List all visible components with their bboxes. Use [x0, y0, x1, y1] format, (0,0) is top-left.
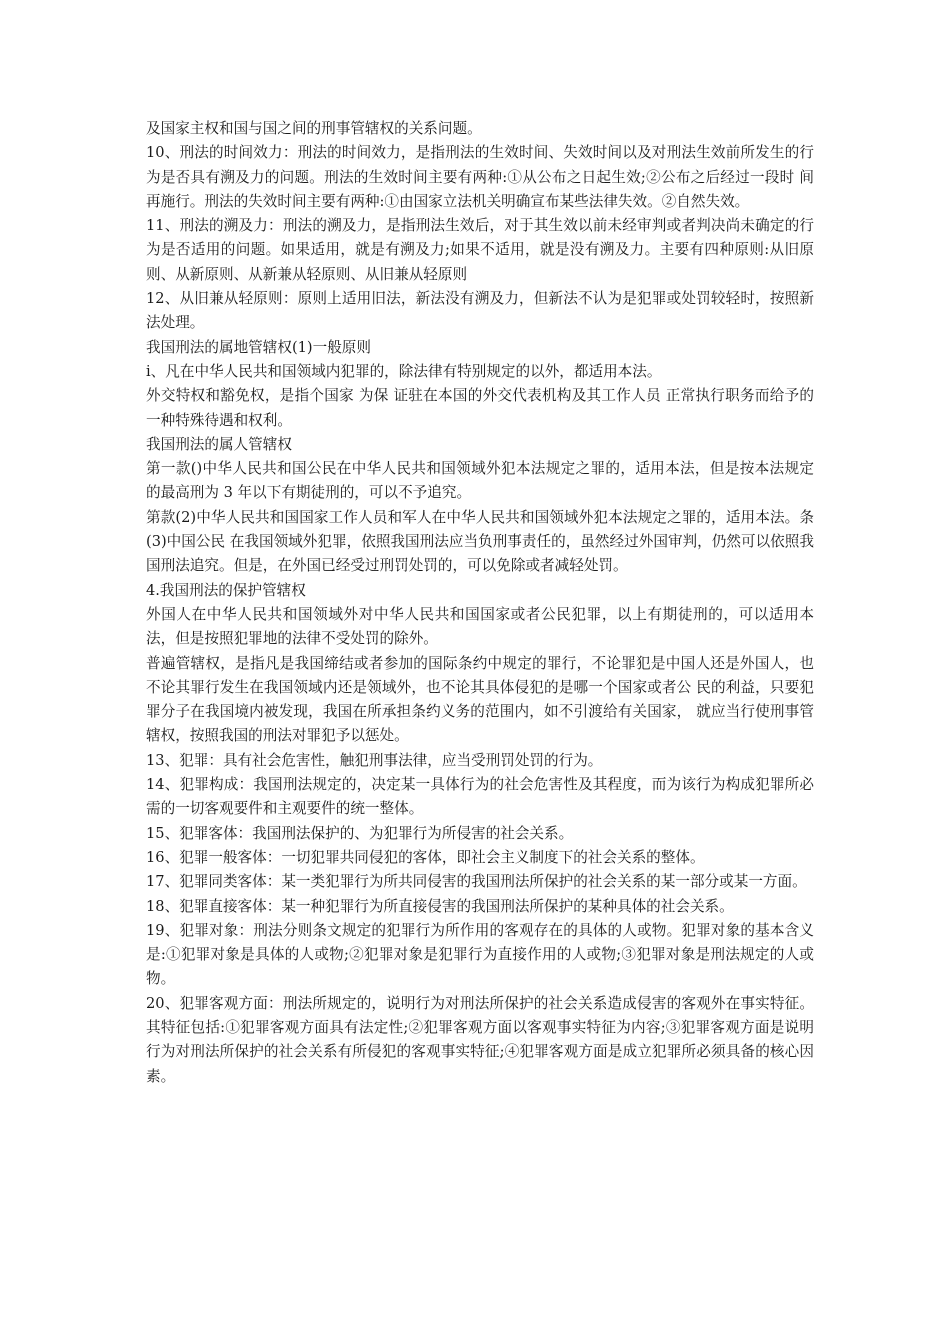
paragraph-same-class-object: 17、犯罪同类客体：某一类犯罪行为所共同侵害的我国刑法所保护的社会关系的某一部分或某一方面。	[146, 873, 807, 891]
paragraph-crime-constitution: 14、犯罪构成：我国刑法规定的，决定某一具体行为的社会危害性及其程度，而为该行为构成犯罪所必需的一切客观要件和主观要件的统一整体。	[146, 776, 814, 818]
document-body	[146, 117, 814, 1089]
paragraph-jurisdiction-continuation: 及国家主权和国与国之间的刑事管辖权的关系问题。	[146, 120, 482, 137]
paragraph-crime-object: 15、犯罪客体：我国刑法保护的、为犯罪行为所侵害的社会关系。	[146, 824, 574, 842]
paragraph-objective-aspect: 20、犯罪客观方面：刑法所规定的，说明行为对刑法所保护的社会关系造成侵害的客观外在事实特征。其特征包括:①犯罪客观方面具有法定性;②犯罪客观方面以客观事实特征为内容;③犯罪客观方面是说明行为对刑法所保护的社会关系有所侵犯的客观事实特征;④犯罪客观方面是成立犯罪所必须具备的核心因素。	[146, 994, 814, 1085]
paragraph-crime-definition: 13、犯罪：具有社会危害性，触犯刑事法律，应当受刑罚处罚的行为。	[146, 751, 603, 769]
paragraph-diplomatic-immunity: 外交特权和豁免权，是指个国家 为保 证驻在本国的外交代表机构及其工作人员 正常执行职务而给予的一种特殊待遇和权利。	[146, 387, 814, 429]
paragraph-protective-rule: 外国人在中华人民共和国领域外对中华人民共和国国家或者公民犯罪，以上有期徒刑的，可以适用本法，但是按照犯罪地的法律不受处罚的除外。	[146, 605, 814, 648]
heading-protective-jurisdiction: 4.我国刑法的保护管辖权	[146, 581, 306, 599]
paragraph-general-object: 16、犯罪一般客体：一切犯罪共同侵犯的客体，即社会主义制度下的社会关系的整体。	[146, 848, 705, 866]
heading-personal-jurisdiction: 我国刑法的属人管辖权	[146, 435, 292, 453]
paragraph-temporal-effect: 10、刑法的时间效力：刑法的时间效力，是指刑法的生效时间、失效时间以及对刑法生效前所发生的行为是否具有溯及力的问题。刑法的生效时间主要有两种:①从公布之日起生效;②公布之后经过一段时 间再施行。刑法的失效时间主要有两种:①由国家立法机关明确宣布某些法律失效。②自然失效。	[146, 144, 814, 210]
paragraph-crime-target: 19、犯罪对象：刑法分则条文规定的犯罪行为所作用的客观存在的具体的人或物。犯罪对象的基本含义是:①犯罪对象是具体的人或物;②犯罪对象是犯罪行为直接作用的人或物;③犯罪对象是刑法规定的人或物。	[146, 921, 814, 988]
paragraph-universal-jurisdiction: 普遍管辖权，是指凡是我国缔结或者参加的国际条约中规定的罪行，不论罪犯是中国人还是外国人，也不论其罪行发生在我国领域内还是领域外，也不论其具体侵犯的是哪一个国家或者公 民的利益，只要犯罪分子在我国境内被发现，我国在所承担条约义务的范围内，如不引渡给有关国家， 就应当行使刑事管辖权，按照我国的刑法对罪犯予以惩处。	[146, 654, 814, 745]
paragraph-old-law-lenient: 12、从旧兼从轻原则：原则上适用旧法，新法没有溯及力，但新法不认为是犯罪或处罚较轻时，按照新法处理。	[146, 290, 814, 332]
paragraph-personal-clause-1: 第一款()中华人民共和国公民在中华人民共和国领域外犯本法规定之罪的，适用本法，但是按本法规定的最高刑为 3 年以下有期徒刑的，可以不予追究。	[146, 460, 814, 502]
paragraph-retroactivity: 11、刑法的溯及力：刑法的溯及力，是指刑法生效后，对于其生效以前未经审判或者判决尚未确定的行为是否适用的问题。如果适用，就是有溯及力;如果不适用，就是没有溯及力。主要有四种原则:从旧原则、从新原则、从新兼从轻原则、从旧兼从轻原则	[146, 217, 814, 283]
paragraph-personal-clause-2-3: 第款(2)中华人民共和国国家工作人员和军人在中华人民共和国领域外犯本法规定之罪的，适用本法。条(3)中国公民 在我国领域外犯罪，依照我国刑法应当负刑事责任的，虽然经过外国审判，仍然可以依照我国刑法追究。但是，在外国已经受过刑罚处罚的，可以免除或者减轻处罚。	[146, 508, 814, 575]
paragraph-territorial-rule: i、凡在中华人民共和国领域内犯罪的，除法律有特别规定的以外，都适用本法。	[146, 362, 662, 380]
heading-territorial-jurisdiction: 我国刑法的属地管辖权(1)一般原则	[146, 338, 371, 356]
paragraph-direct-object: 18、犯罪直接客体：某一种犯罪行为所直接侵害的我国刑法所保护的某种具体的社会关系。	[146, 897, 734, 915]
